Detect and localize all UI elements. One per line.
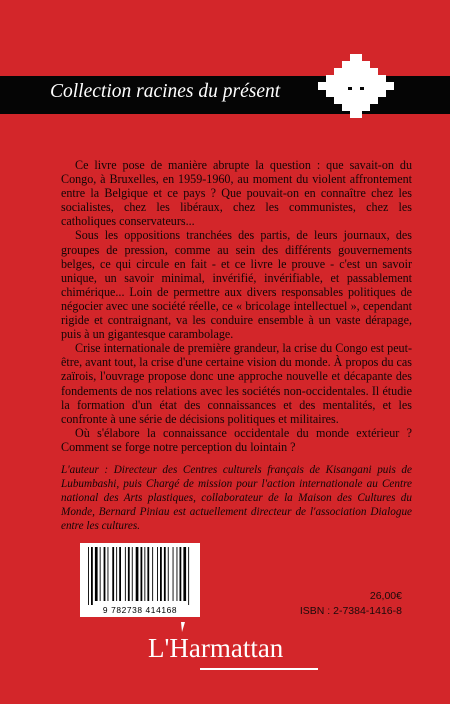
barcode-number: 9 782738 414168: [102, 605, 178, 615]
summary-paragraph: Crise internationale de première grandeur, la crise du Congo est peut-être, avant tout, la crise d'une certaine vision du monde. À propos du cas zaïrois, l'ouvrage propose donc une approche nouvelle et décapante des fondements de nos relations avec les sociétés non-occidentales. Il étudie la formation d'un état des connaissances et des mentalités, et les confronte à une série de décisions politiques et militaires.: [61, 341, 412, 426]
series-title: Collection racines du présent: [50, 81, 281, 102]
summary-text: [61, 158, 412, 454]
barcode-bars: [80, 543, 200, 607]
barcode: [80, 543, 200, 617]
isbn: ISBN : 2-7384-1416-8: [299, 605, 402, 617]
stepped-pyramid-logo: [318, 50, 394, 126]
publisher-name: L'Harmattan: [148, 633, 284, 663]
author-bio: L'auteur : Directeur des Centres culturels français de Kisangani puis de Lubumbashi, puis Chargé de mission pour l'action internationale au Centre national des Arts plastiques, collaborateur de la Maison des Cultures du Monde, Bernard Piniau est actuellement directeur de l'association Dialogue entre les cultures.: [61, 464, 412, 532]
publisher-underline: [200, 668, 318, 670]
summary-paragraph: Sous les oppositions tranchées des partis, de leurs journaux, des groupes de pression, comme au sein des différents gouvernements belges, ce qui circule en fait - et ce livre le prouve - c'est un savoir unique, un savoir minimal, invérifié, invérifiable, et passablement chimérique... Loin de permettre aux divers responsables politiques de négocier avec une société réelle, ce « bricolage intellectuel », cependant rigide et contraignant, va les conduire ensemble à un vaste dérapage, puis à un gigantesque carambolage.: [61, 228, 412, 342]
price: 26,00€: [369, 590, 402, 602]
summary-paragraph: Où s'élabore la connaissance occidentale du monde extérieur ? Comment se forge notre perception du lointain ?: [61, 425, 412, 454]
publisher-logo-mark: [179, 622, 187, 632]
summary-paragraph: Ce livre pose de manière abrupte la question : que savait-on du Congo, à Bruxelles, en 1959-1960, au moment du violent affrontement entre la Belgique et ce pays ? Que pouvait-on en connaître chez les socialistes, chez les libéraux, chez les communistes, chez les catholiques conservateurs...: [61, 158, 412, 229]
